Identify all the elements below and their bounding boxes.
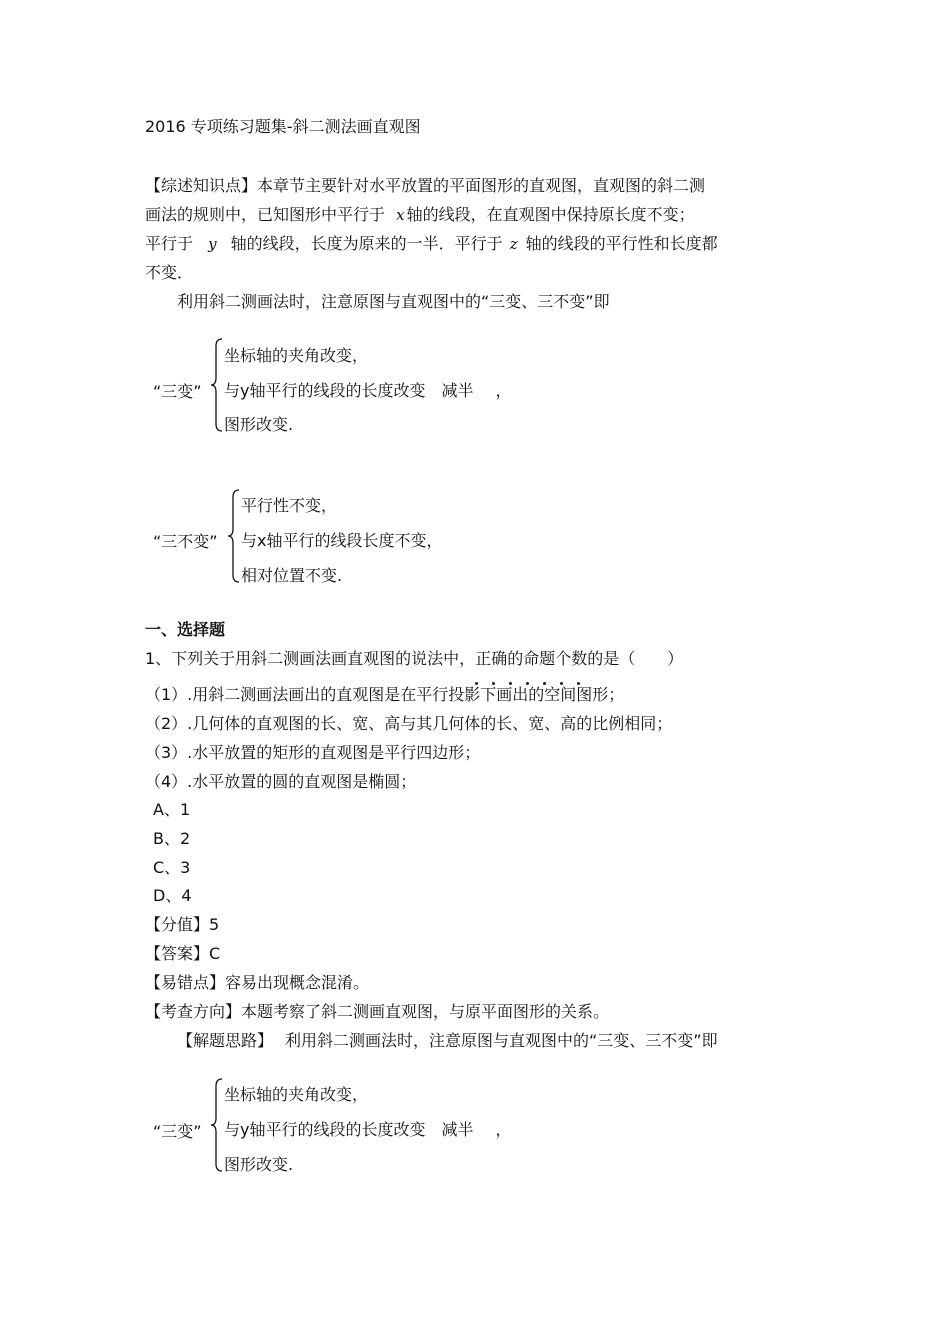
error-point: 【易错点】容易出现概念混淆。 bbox=[145, 973, 370, 992]
option-b: B、2 bbox=[153, 829, 191, 848]
var-y: y bbox=[208, 235, 217, 253]
san-bian-2-item-2-half: 减半 bbox=[441, 1120, 474, 1139]
question-stem-emphasis: 正确的命题个数 bbox=[475, 649, 587, 668]
san-bian-label: “三变” bbox=[153, 382, 202, 401]
section-heading: 一、选择题 bbox=[145, 620, 226, 639]
left-brace-icon bbox=[210, 1078, 224, 1172]
var-z: z bbox=[509, 235, 518, 253]
san-bian-item-1: 坐标轴的夹角改变， bbox=[224, 346, 369, 365]
san-bu-bian-item-1: 平行性不变， bbox=[241, 496, 338, 515]
san-bu-bian-item-3: 相对位置不变. bbox=[241, 566, 343, 585]
solution-line bbox=[177, 1031, 718, 1051]
san-bian-item-2-text: 与y轴平行的线段的长度改变 bbox=[224, 381, 426, 400]
var-x: x bbox=[396, 206, 405, 224]
solution-text: 利用斜二测画法时，注意原图与直观图中的“三变、三不变”即 bbox=[285, 1031, 718, 1050]
summary-text-1: 本章节主要针对水平放置的平面图形的直观图，直观图的斜二测 bbox=[257, 176, 706, 195]
summary-line-3 bbox=[145, 234, 718, 254]
statement-2: （2）.几何体的直观图的长、宽、高与其几何体的长、宽、高的比例相同； bbox=[145, 714, 673, 733]
san-bu-bian-label: “三不变” bbox=[153, 532, 218, 551]
statement-4: （4）.水平放置的圆的直观图是椭圆； bbox=[145, 772, 417, 791]
question-stem-end: 的是（ ） bbox=[587, 649, 684, 668]
score: 【分值】5 bbox=[145, 915, 220, 934]
summary-text-2b: 轴的线段，在直观图中保持原长度不变； bbox=[406, 205, 695, 224]
san-bu-bian-item-2: 与x轴平行的线段长度不变， bbox=[241, 531, 443, 550]
san-bian-2-item-1: 坐标轴的夹角改变， bbox=[224, 1085, 369, 1104]
summary-line-1 bbox=[145, 176, 705, 196]
san-bian-2-item-3: 图形改变. bbox=[224, 1155, 294, 1174]
san-bian-label-2: “三变” bbox=[153, 1122, 202, 1141]
emphasis-dots bbox=[475, 670, 594, 674]
option-d: D、4 bbox=[153, 886, 192, 905]
summary-text-2a: 画法的规则中，已知图形中平行于 bbox=[145, 205, 386, 224]
answer: 【答案】C bbox=[145, 944, 221, 963]
statement-1: （1）.用斜二测画法画出的直观图是在平行投影下画出的空间图形； bbox=[145, 685, 625, 704]
san-bian-item-2 bbox=[224, 381, 512, 401]
question-stem-text: 1、下列关于用斜二测画法画直观图的说法中， bbox=[145, 649, 476, 668]
left-brace-icon bbox=[227, 489, 241, 583]
san-bian-2-item-2 bbox=[224, 1120, 512, 1140]
summary-text-3a: 平行于 bbox=[145, 234, 194, 253]
left-brace-icon bbox=[210, 338, 224, 432]
summary-label: 【综述知识点】 bbox=[145, 176, 258, 195]
page-title: 2016 专项练习题集-斜二测法画直观图 bbox=[145, 117, 421, 136]
statement-3: （3）.水平放置的矩形的直观图是平行四边形； bbox=[145, 743, 481, 762]
summary-text-3c: 轴的线段的平行性和长度都 bbox=[525, 234, 718, 253]
san-bian-item-2-half: 减半 bbox=[441, 381, 474, 400]
solution-label: 【解题思路】 bbox=[177, 1031, 274, 1050]
exam-direction: 【考查方向】本题考察了斜二测画直观图，与原平面图形的关系。 bbox=[145, 1002, 610, 1021]
option-a: A、1 bbox=[153, 800, 191, 819]
summary-line-4: 不变． bbox=[145, 263, 194, 282]
san-bian-2-item-2-text: 与y轴平行的线段的长度改变 bbox=[224, 1120, 426, 1139]
option-c: C、3 bbox=[153, 858, 191, 877]
san-bian-2-item-2-comma: ， bbox=[495, 1120, 512, 1139]
san-bian-item-3: 图形改变. bbox=[224, 415, 294, 434]
question-stem bbox=[145, 649, 683, 669]
summary-line-2 bbox=[145, 205, 695, 225]
summary-text-3b: 轴的线段，长度为原来的一半．平行于 bbox=[230, 234, 503, 253]
summary-line-5: 利用斜二测画法时，注意原图与直观图中的“三变、三不变”即 bbox=[177, 292, 610, 311]
san-bian-item-2-comma: ， bbox=[495, 381, 512, 400]
